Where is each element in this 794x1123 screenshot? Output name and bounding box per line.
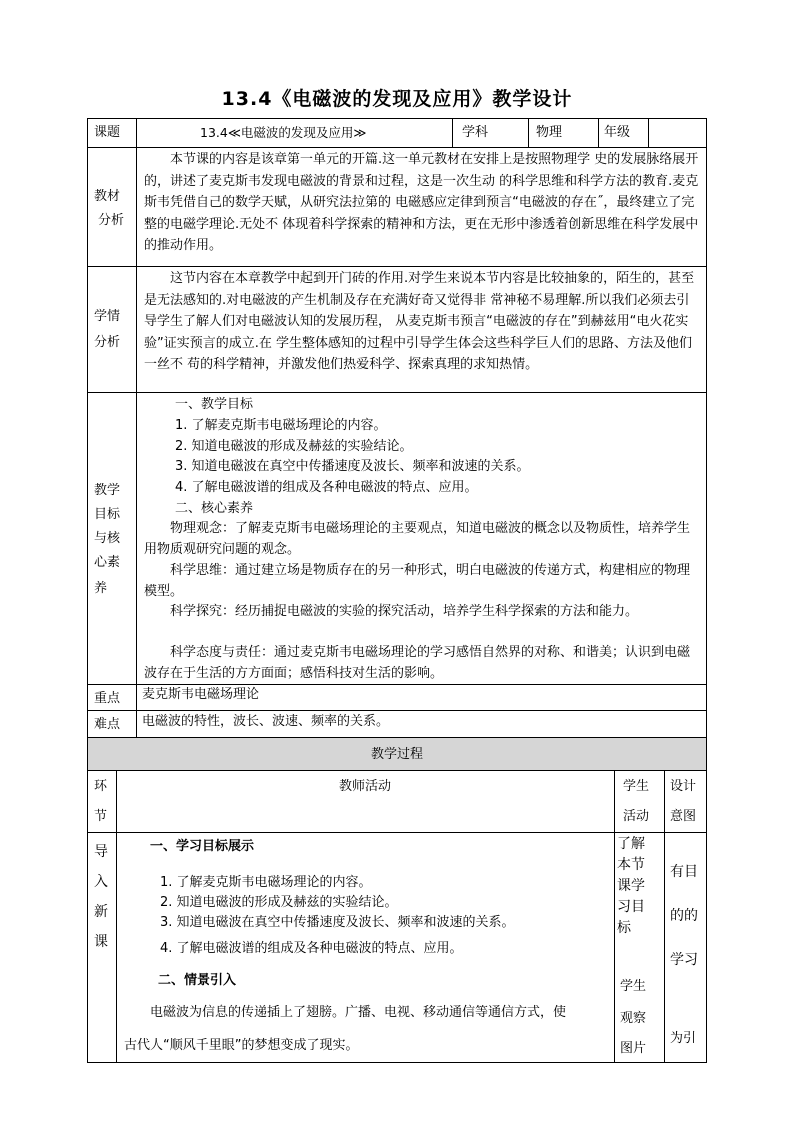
col-stage-1: 环: [94, 779, 108, 794]
stage-char-2: 入: [94, 874, 108, 890]
difficulty-label: 难点: [94, 717, 121, 732]
goals-label-5: 养: [94, 581, 108, 596]
intro-section-2: 二、情景引入: [158, 973, 237, 988]
literacy-inquiry: 科学探究：经历捕捉电磁波的实验的探究活动，培养学生科学探索的方法和能力。: [170, 604, 639, 619]
col-stage-2: 节: [94, 809, 108, 824]
difficulty-text: 电磁波的特性，波长、波速、频率的关系。: [142, 714, 390, 729]
stage-char-1: 导: [94, 844, 108, 860]
learner-text: 这节内容在本章教学中起到开门砖的作用.对学生来说本节内容是比较抽象的，陌生的，甚至是无法感知的.对电磁波的产生机制及存在充满好奇又觉得非 常神秘不易理解.所以我们必须去引导学生了解人们对电磁波认知的发展历程， 从麦克斯韦预言“电磁波的存在”到赫兹用“电火花实验”证实预言的成立.在 学生整体感知的过程中引导学生体会这些科学巨人们的思路、方法及他们一丝不 苟的科学精神，并激发他们热爱科学、探索真理的求知热情。: [144, 271, 695, 373]
goals-label-4: 心素: [94, 555, 121, 570]
literacy-attitude: 科学态度与责任：通过麦克斯韦电磁场理论的学习感悟自然界的对称、和谐美；认识到电磁波存在于生活的方方面面；感悟科技对生活的影响。: [144, 645, 691, 681]
key-point-label: 重点: [94, 691, 121, 706]
goals-label-3: 与核: [94, 531, 121, 546]
goal-item-4: 4. 了解电磁波谱的组成及各种电磁波的特点、应用。: [175, 480, 478, 495]
topic-label: 课题: [94, 125, 121, 140]
col-design-1: 设计: [670, 779, 697, 794]
student-line-5: 标: [617, 920, 631, 936]
intro-item-1: 1. 了解麦克斯韦电磁场理论的内容。: [160, 875, 372, 890]
design-line-1: 有目: [670, 864, 698, 880]
subject-value: 物理: [536, 125, 563, 140]
student-line-8: 图片: [620, 1041, 647, 1056]
stage-char-4: 课: [94, 934, 108, 950]
student-line-1: 了解: [617, 836, 645, 852]
key-point-text: 麦克斯韦电磁场理论: [142, 687, 260, 702]
design-line-4: 为引: [670, 1031, 697, 1046]
design-line-3: 学习: [670, 952, 698, 968]
literacy-physics: 物理观念：了解麦克斯韦电磁场理论的主要观点，知道电磁波的概念以及物质性，培养学生用物质观研究问题的观念。: [144, 521, 691, 557]
intro-item-2: 2. 知道电磁波的形成及赫兹的实验结论。: [160, 895, 398, 910]
material-label-2: 分析: [98, 213, 125, 228]
subject-label: 学科: [462, 125, 489, 140]
col-student-2: 活动: [623, 809, 650, 824]
process-header: 教学过程: [370, 747, 423, 762]
col-design-2: 意图: [670, 809, 697, 824]
student-line-6: 学生: [620, 979, 647, 994]
material-label-1: 教材: [94, 189, 121, 204]
student-line-2: 本节: [617, 857, 645, 873]
topic-value: 13.4≪电磁波的发现及应用≫: [200, 125, 367, 140]
goal-item-3: 3. 知道电磁波在真空中传播速度及波长、频率和波速的关系。: [175, 459, 530, 474]
student-line-4: 习目: [617, 899, 645, 915]
design-line-2: 的的: [670, 908, 698, 924]
scene-line-2: 古代人“顺风千里眼”的梦想变成了现实。: [124, 1038, 359, 1053]
col-student-1: 学生: [623, 779, 650, 794]
goals-heading-1: 一、教学目标: [175, 397, 254, 412]
intro-item-3: 3. 知道电磁波在真空中传播速度及波长、频率和波速的关系。: [160, 915, 515, 930]
intro-item-4: 4. 了解电磁波谱的组成及各种电磁波的特点、应用。: [160, 941, 463, 956]
learner-label-2: 分析: [94, 335, 121, 350]
student-line-3: 课学: [617, 878, 645, 894]
goal-item-2: 2. 知道电磁波的形成及赫兹的实验结论。: [175, 439, 413, 454]
goals-label-2: 目标: [94, 507, 121, 522]
grade-label: 年级: [604, 125, 631, 140]
student-line-7: 观察: [620, 1011, 647, 1026]
literacy-thinking: 科学思维：通过建立场是物质存在的另一种形式，明白电磁波的传递方式，构建相应的物理模型。: [144, 563, 691, 599]
material-text: 本节课的内容是该章第一单元的开篇.这一单元教材在安排上是按照物理学 史的发展脉络展开的，讲述了麦克斯韦发现电磁波的背景和过程，这是一次生动 的科学思维和科学方法的教育.麦克斯韦凭借自己的数学天赋，从研究法拉第的 电磁感应定律到预言“电磁波的存在˝，最终建立了完整的电磁学理论.无处不 体现着科学探索的精神和方法，更在无形中渗透着创新思维在科学发展中的推动作用。: [144, 152, 699, 254]
goals-label-1: 教学: [94, 483, 121, 498]
learner-label-1: 学情: [94, 309, 121, 324]
scene-line-1: 电磁波为信息的传递插上了翅膀。广播、电视、移动通信等通信方式，使: [150, 1005, 567, 1020]
document-title: 13.4《电磁波的发现及应用》教学设计: [221, 88, 573, 110]
col-teacher: 教师活动: [338, 779, 391, 794]
stage-char-3: 新: [94, 904, 108, 920]
intro-section-1: 一、学习目标展示: [150, 839, 255, 854]
goals-heading-2: 二、核心素养: [175, 501, 254, 516]
goal-item-1: 1. 了解麦克斯韦电磁场理论的内容。: [175, 418, 387, 433]
